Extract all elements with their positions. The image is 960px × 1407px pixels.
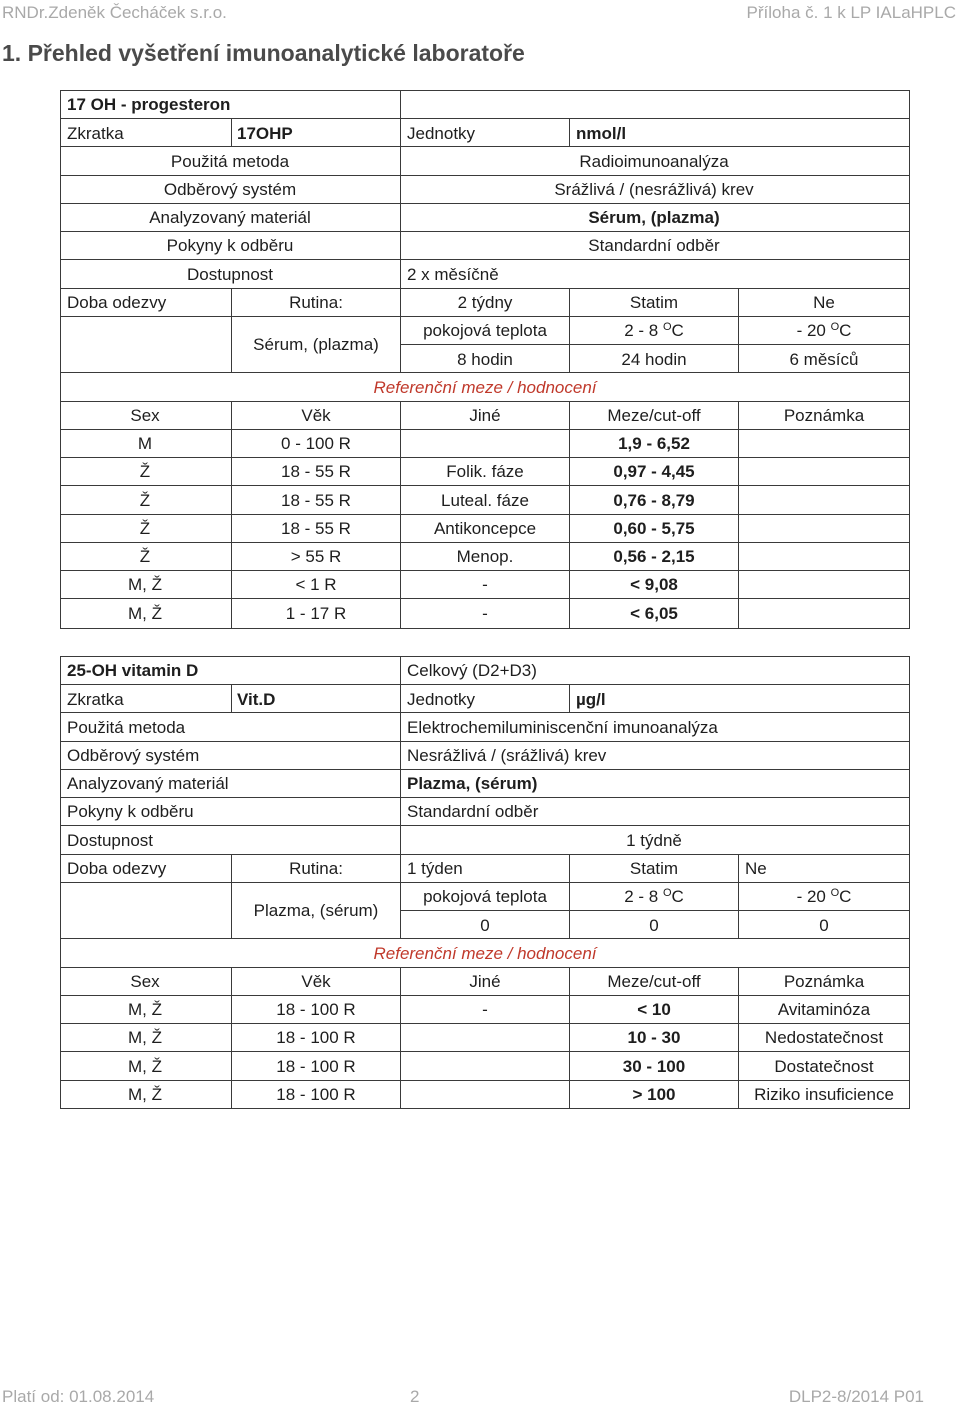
routine-value: 2 týdny	[457, 293, 513, 312]
ref-header-sex: Sex	[130, 972, 160, 991]
stability-frozen-temp: - 20 $^O$C	[796, 887, 852, 906]
footer-doc-code: DLP2-8/2014 P01	[788, 1387, 924, 1406]
reference-title: Referenční meze / hodnocení	[373, 378, 597, 397]
statim-value: Ne	[813, 293, 835, 312]
stability-cold-value: 0	[649, 916, 659, 935]
routine-label: Rutina:	[289, 293, 343, 312]
material-label: Analyzovaný materiál	[67, 774, 229, 793]
stability-frozen-temp: - 20 $^O$C	[796, 321, 852, 340]
abbr-value: 17OHP	[237, 124, 293, 143]
system-label: Odběrový systém	[67, 746, 200, 765]
routine-label: Rutina:	[289, 859, 343, 878]
availability-value: 1 týdně	[626, 831, 682, 850]
availability-label: Dostupnost	[67, 831, 153, 850]
instructions-value: Standardní odběr	[407, 802, 539, 821]
statim-value: Ne	[745, 859, 767, 878]
stability-frozen-value: 0	[819, 916, 829, 935]
ref-header-age: Věk	[301, 972, 331, 991]
ref-header-other: Jiné	[469, 406, 501, 425]
abbr-label: Zkratka	[67, 124, 124, 143]
footer-page-number: 2	[410, 1387, 420, 1406]
instructions-value: Standardní odběr	[588, 236, 720, 255]
ref-header-cutoff: Meze/cut-off	[607, 972, 701, 991]
abbr-value: Vit.D	[237, 690, 276, 709]
instructions-label: Pokyny k odběru	[166, 236, 294, 255]
method-label: Použitá metoda	[170, 152, 290, 171]
stability-cold-temp: 2 - 8 $^O$C	[624, 887, 684, 906]
stability-cold-value: 24 hodin	[621, 350, 687, 369]
material-value: Sérum, (plazma)	[588, 208, 720, 227]
header-attachment: Příloha č. 1 k LP IALaHPLC	[746, 3, 956, 22]
reference-title: Referenční meze / hodnocení	[373, 944, 597, 963]
response-label: Doba odezvy	[67, 859, 167, 878]
method-value: Radioimunoanalýza	[579, 152, 729, 171]
units-value: µg/l	[576, 690, 606, 709]
stability-room-temp: pokojová teplota	[423, 887, 547, 906]
footer-valid-from: Platí od: 01.08.2014	[2, 1387, 155, 1406]
system-value: Nesrážlivá / (srážlivá) krev	[407, 746, 607, 765]
ref-header-age: Věk	[301, 406, 331, 425]
instructions-label: Pokyny k odběru	[67, 802, 194, 821]
method-value: Elektrochemiluminiscenční imunoanalýza	[407, 718, 718, 737]
abbr-label: Zkratka	[67, 690, 124, 709]
units-value: nmol/l	[576, 124, 627, 143]
stability-sample: Sérum, (plazma)	[253, 335, 379, 354]
method-label: Použitá metoda	[67, 718, 186, 737]
header-company: RNDr.Zdeněk Čecháček s.r.o.	[2, 3, 227, 22]
response-label: Doba odezvy	[67, 293, 167, 312]
ref-header-sex: Sex	[130, 406, 160, 425]
document-page: RNDr.Zdeněk Čecháček s.r.o. Příloha č. 1 k LP IALaHPLC 1. Přehled vyšetření imunoanalytické laboratoře 17 OH - progesteron Zkratka 17OHP Jednotky nmol/l Použitá metoda Radioimunoanalýza Odběrový systém Srážlivá / (nesrážlivá) krev Analyzovaný materiál Sérum, (plazma) Pokyny k odběru Standardní odběr Dostupnost 2 x měsíčně Doba odezvy Rutina: 2 týdny Statim Ne Sérum, (plazma) pokojová teplota 2 - 8 $^O$C - 20 $^O$C 8 hodin 24 hodin 6 měsíců Referenční meze / hodnocení Sex Věk Jiné Meze/cut-off Poznámka M 0 - 100 R 1,9 - 6,52 Ž 18 - 55 R Folik. fáze 0,97 - 4,45 Ž 18 - 55 R Luteal. fáze 0,76 - 8,79 Ž 18 - 55 R Antikoncepce 0,60 - 5,75 Ž > 55 R Menop. 0,56 - 2,15 M, Ž < 1 R - < 9,08 M, Ž 1 - 17 R - < 6,05 25-OH vitamin D Celkový (D2+D3) Zkratka Vit.D Jednotky µg/l Použitá metoda Elektrochemiluminiscenční imunoanalýza Odběrový systém Nesrážlivá / (srážlivá) krev Analyzovaný materiál Plazma, (sérum) Pokyny k odběru Standardní odběr Dostupnost 1 týdně Doba odezvy Rutina: 1 týden Statim Ne Plazma, (sérum) pokojová teplota 2 - 8 $^O$C - 20 $^O$C 0 0 0 Referenční meze / hodnocení Sex Věk Jiné Meze/cut-off Poznámka M, Ž 18 - 100 R - < 10 Avitaminóza M, Ž 18 - 100 R 10 - 30 Nedostatečnost M, Ž 18 - 100 R 30 - 100 Dostatečnost M, Ž 18 - 100 R > 100 Riziko insuficience Platí od: 01.08.2014 2 DLP2-8/2014 P01	[2, 3, 956, 1406]
ref-header-note: Poznámka	[783, 406, 865, 425]
page-title: 1. Přehled vyšetření imunoanalytické laboratoře	[2, 40, 525, 66]
test-subtitle: Celkový (D2+D3)	[407, 661, 537, 680]
test-name: 17 OH - progesteron	[67, 95, 231, 114]
material-label: Analyzovaný materiál	[149, 208, 311, 227]
units-label: Jednotky	[407, 690, 476, 709]
availability-label: Dostupnost	[187, 265, 273, 284]
system-label: Odběrový systém	[163, 180, 297, 199]
availability-value: 2 x měsíčně	[407, 265, 499, 284]
stability-room-temp: pokojová teplota	[423, 321, 547, 340]
system-value: Srážlivá / (nesrážlivá) krev	[554, 180, 754, 199]
stability-sample: Plazma, (sérum)	[253, 901, 379, 920]
ref-header-other: Jiné	[469, 972, 501, 991]
units-label: Jednotky	[407, 124, 476, 143]
ref-header-note: Poznámka	[783, 972, 865, 991]
routine-value: 1 týden	[407, 859, 463, 878]
test-name: 25-OH vitamin D	[67, 661, 199, 680]
statim-label: Statim	[629, 859, 679, 878]
ref-header-cutoff: Meze/cut-off	[607, 406, 701, 425]
statim-label: Statim	[629, 293, 679, 312]
stability-room-value: 0	[480, 916, 490, 935]
stability-cold-temp: 2 - 8 $^O$C	[624, 321, 684, 340]
material-value: Plazma, (sérum)	[407, 774, 538, 793]
stability-frozen-value: 6 měsíců	[789, 350, 859, 369]
stability-room-value: 8 hodin	[457, 350, 513, 369]
